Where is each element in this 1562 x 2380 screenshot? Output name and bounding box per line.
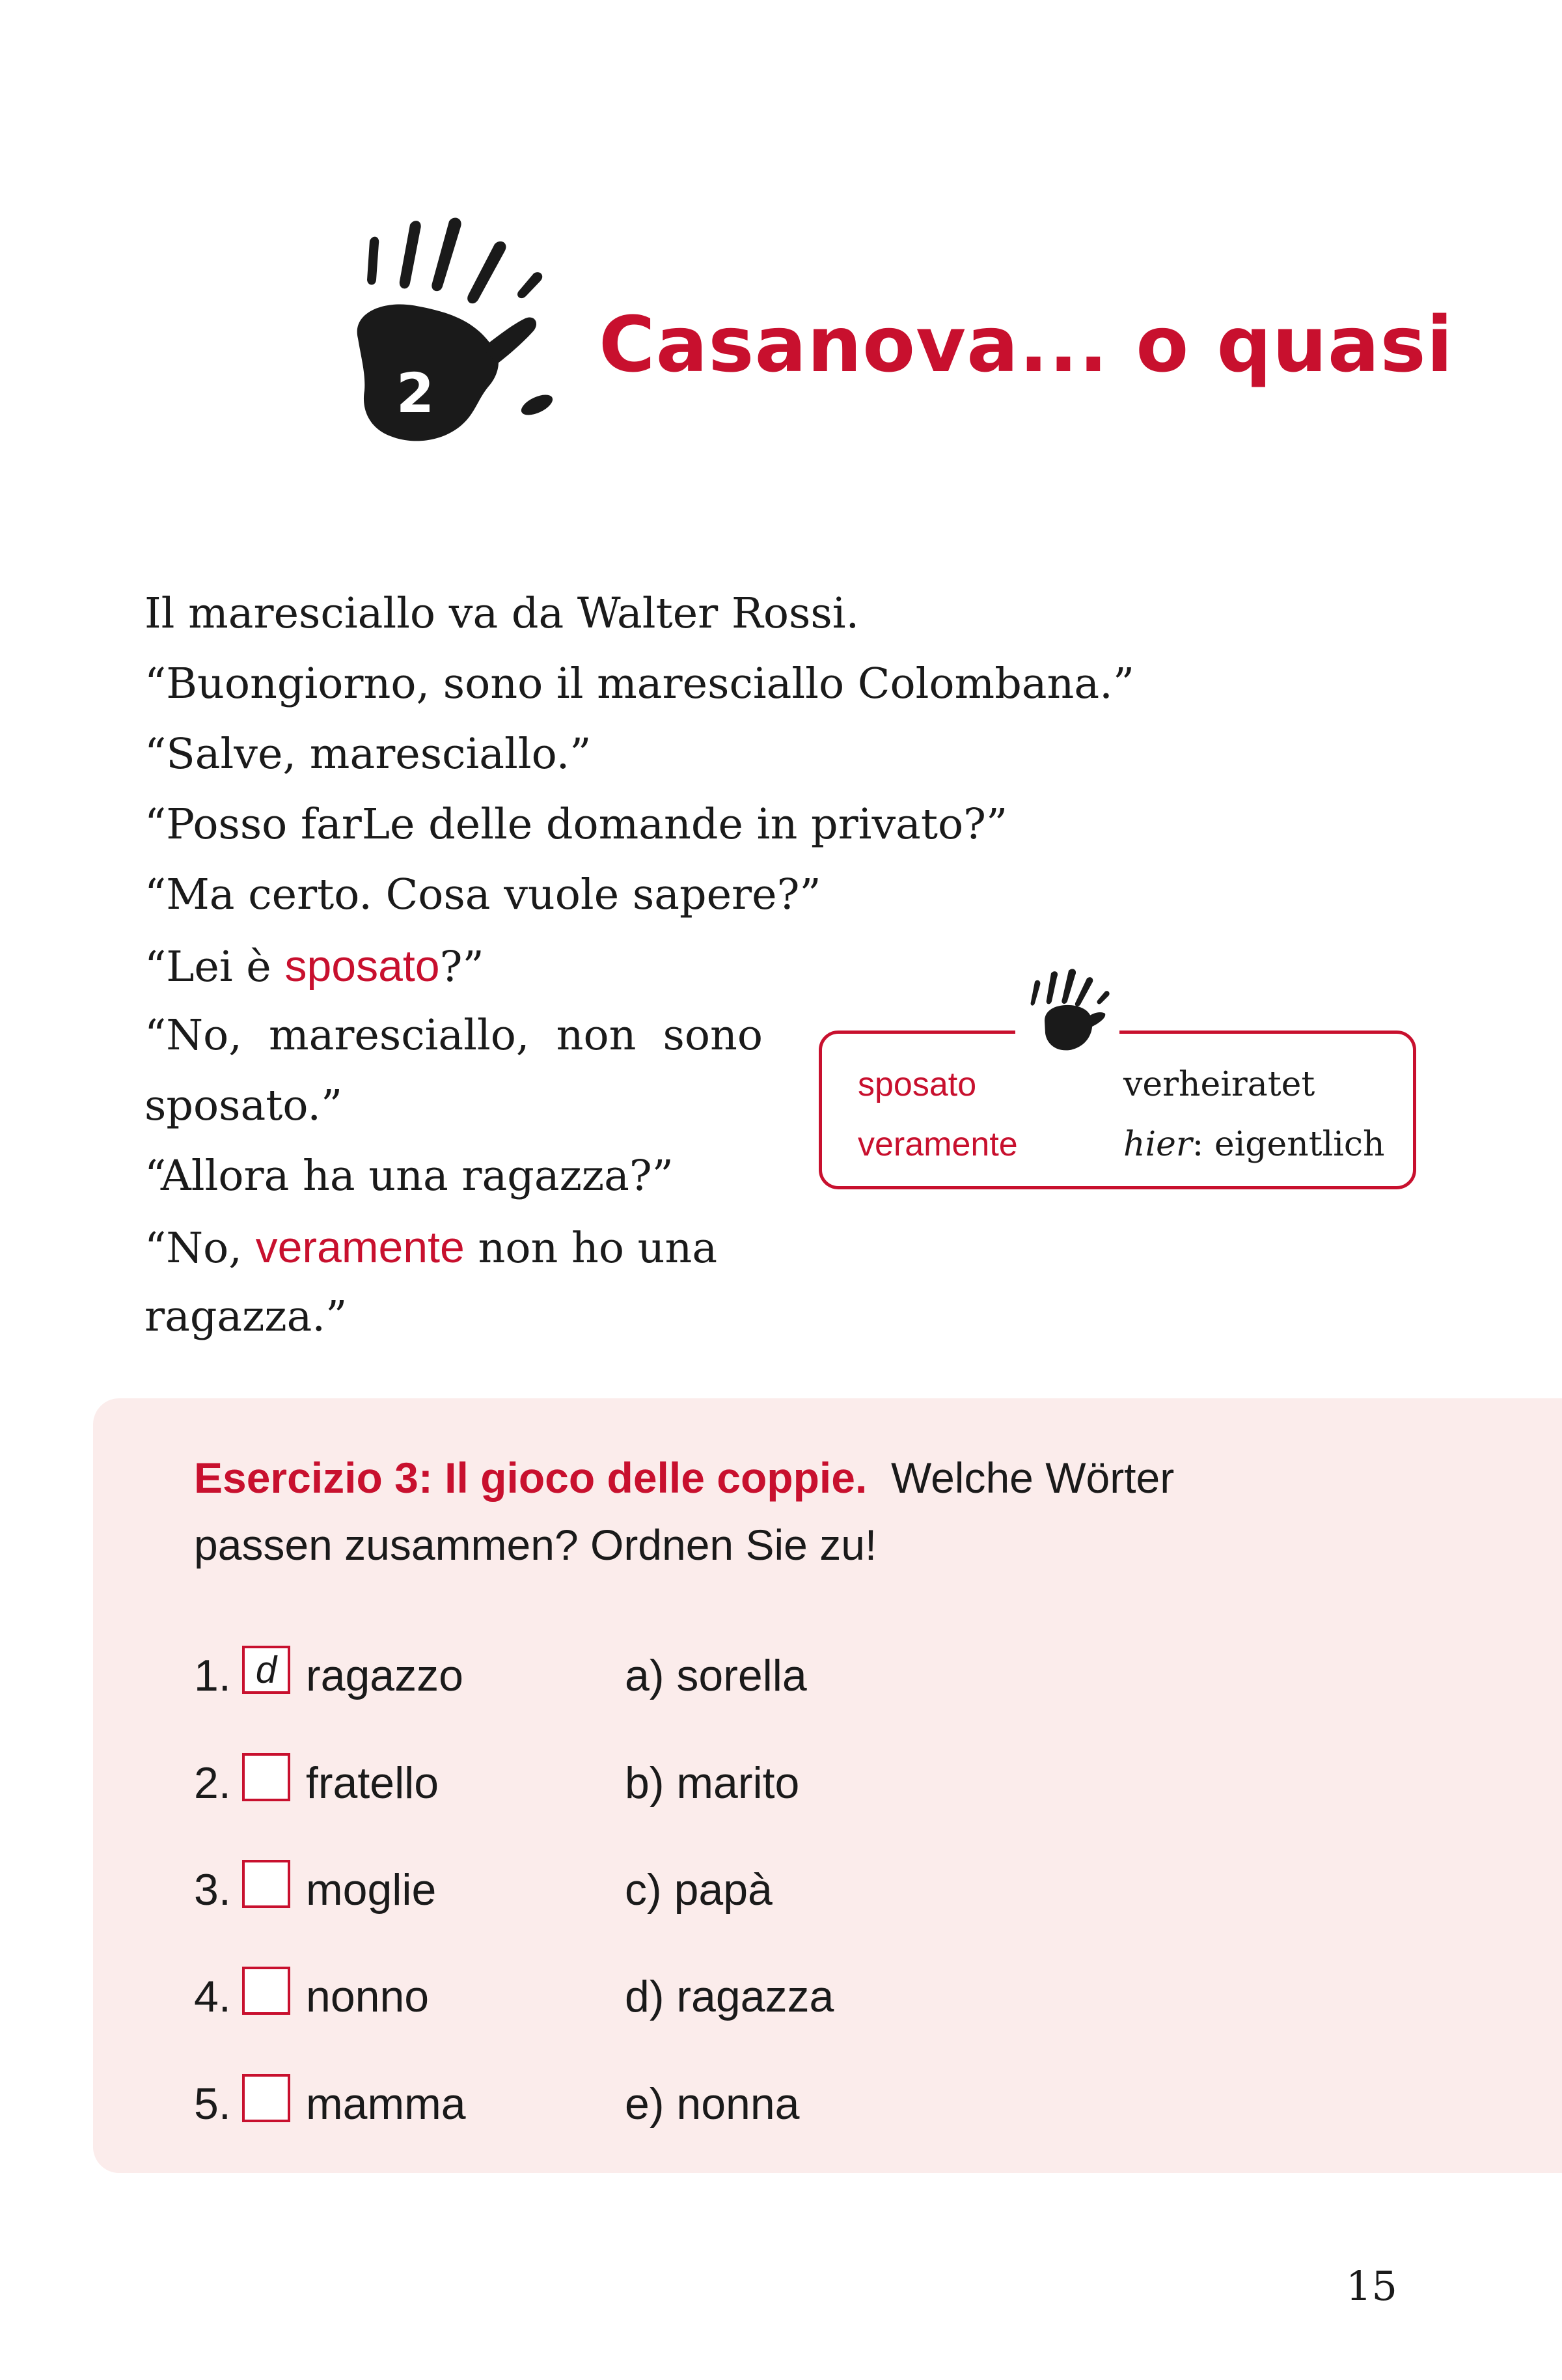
story-line: sposato.”: [144, 1081, 343, 1130]
choice-letter: a): [625, 1651, 665, 1700]
exercise-heading: [194, 1454, 1175, 1502]
story-line: [144, 941, 484, 991]
choice-word: marito: [676, 1758, 800, 1808]
item-number: 1.: [194, 1651, 231, 1700]
choice-word: sorella: [676, 1651, 807, 1700]
story-text: “No,: [144, 1224, 256, 1273]
answer-box[interactable]: [242, 2074, 290, 2122]
story-line: [144, 1223, 718, 1273]
choice-word: ragazza: [676, 1972, 834, 2021]
story-line: “Allora ha una ragazza?”: [144, 1152, 674, 1200]
chapter-handprint-icon: [338, 215, 586, 456]
choice-letter: d): [625, 1972, 665, 2021]
story-word: maresciallo,: [268, 1011, 530, 1060]
answer-box[interactable]: [242, 1860, 290, 1908]
item-word: fratello: [306, 1758, 439, 1808]
story-line: ragazza.”: [144, 1292, 348, 1341]
keyword-sposato: sposato: [284, 941, 440, 991]
glossary-def-text: : eigentlich: [1192, 1125, 1385, 1164]
choice-letter: c): [625, 1865, 662, 1915]
glossary-term: sposato: [858, 1066, 977, 1103]
exercise-instruction-line: passen zusammen? Ordnen Sie zu!: [194, 1521, 877, 1569]
choice-letter: e): [625, 2079, 665, 2129]
answer-box[interactable]: [242, 1967, 290, 2015]
story-line: [144, 1011, 763, 1060]
answer-box[interactable]: d: [242, 1646, 290, 1694]
item-number: 2.: [194, 1758, 231, 1808]
chapter-number: 2: [396, 361, 435, 425]
choice-word: nonna: [676, 2079, 800, 2129]
answer-box[interactable]: [242, 1753, 290, 1801]
story-word: sono: [663, 1011, 763, 1060]
story-line: “Salve, maresciallo.”: [144, 730, 592, 779]
choice-option: [625, 1974, 834, 2019]
item-word: mamma: [306, 2079, 466, 2129]
item-number: 4.: [194, 1972, 231, 2021]
keyword-veramente: veramente: [255, 1223, 465, 1272]
exercise-instruction: Welche Wörter: [890, 1454, 1175, 1502]
choice-letter: b): [625, 1758, 665, 1808]
story-word: “No,: [144, 1011, 242, 1060]
glossary-def-text: verheiratet: [1123, 1065, 1315, 1104]
story-line: “Posso farLe delle domande in privato?”: [144, 800, 1008, 849]
choice-option: [625, 2079, 800, 2129]
glossary-def-italic: hier: [1123, 1125, 1192, 1164]
page-number: 15: [1346, 2262, 1397, 2310]
item-word: moglie: [306, 1865, 437, 1915]
story-line: Il maresciallo va da Walter Rossi.: [144, 589, 860, 638]
story-line: “Buongiorno, sono il maresciallo Colombana.”: [144, 659, 1135, 708]
choice-option: [625, 1651, 807, 1700]
story-text: “Lei è: [144, 943, 285, 991]
story-line: “Ma certo. Cosa vuole sapere?”: [144, 870, 821, 919]
glossary-definition: [1123, 1065, 1315, 1104]
chapter-title: Casanova... o quasi: [599, 299, 1454, 389]
item-word: ragazzo: [306, 1651, 463, 1700]
glossary-definition: [1123, 1125, 1385, 1164]
choice-option: [625, 1865, 773, 1915]
glossary-term: veramente: [858, 1126, 1018, 1163]
item-number: 5.: [194, 2079, 231, 2129]
item-number: 3.: [194, 1865, 231, 1915]
story-text: non ho una: [464, 1224, 718, 1273]
story-word: non: [556, 1011, 637, 1060]
item-word: nonno: [306, 1972, 430, 2021]
exercise-title: Esercizio 3: Il gioco delle coppie.: [194, 1454, 868, 1502]
choice-option: [625, 1758, 800, 1808]
glossary-handprint-icon: [1015, 965, 1119, 1063]
story-text: ?”: [439, 943, 484, 991]
choice-word: papà: [674, 1865, 773, 1915]
